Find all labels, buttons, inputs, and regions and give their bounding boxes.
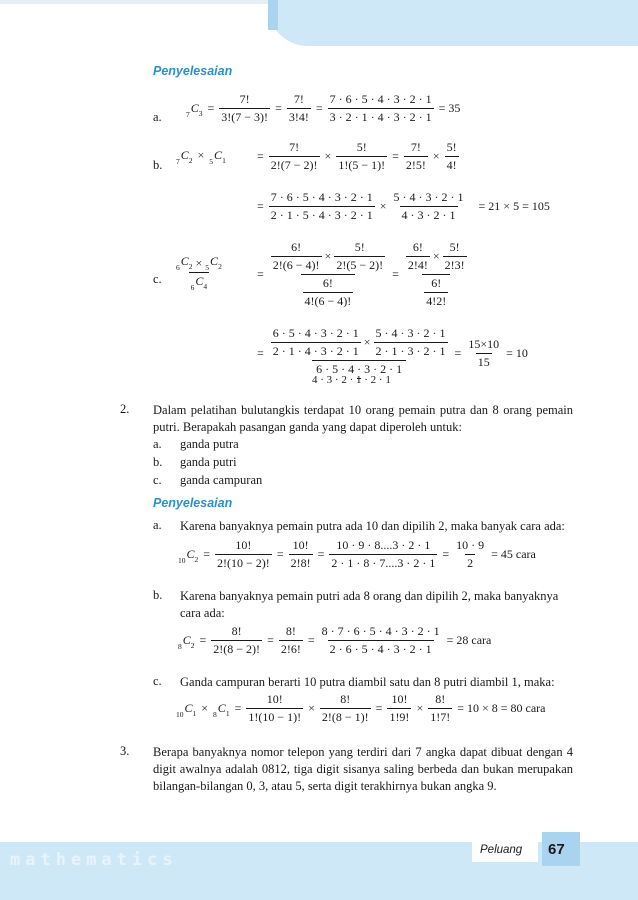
fraction: $\frac{10!}{2!8!}$	[290, 538, 311, 570]
part-a-label: a.	[153, 110, 162, 124]
fraction: $\frac{8 \cdot 7 \cdot 6 \cdot 5 \cdot 4 \cdot 3 \cdot 2 \cdot 1}{2 \cdot 6 \cdot 5 \cdot 4 \cdot 3 \cdot 2 \cdot 1}$	[321, 624, 440, 656]
fraction: $\frac{10 \cdot 9 \cdot 8....3 \cdot 2 \cdot 1}{2 \cdot 1 \cdot 8 \cdot 7....3 \cdot 2 \cdot 1}$	[331, 538, 436, 570]
question-2-number: 2.	[120, 402, 130, 416]
fraction: $\frac{5!}{1!(5 - 1)!}$	[338, 140, 386, 172]
equation-c-step2: = $\frac{6 \cdot 5 \cdot 4 \cdot 3 \cdot 2 \cdot 1}{2 \cdot 1 \cdot 4 \cdot 3 \cdot 2 \cdot 1}$ × $\frac{5 \cdot 4 \cdot 3 \cdot 2 \cdot 1}{2 \cdot 1 \cdot 3 \cdot 2 \cdot 1}$ 6 · 5 · 4 · 3 · 2 · 1 = $\frac{15\times 10}{15}$ = 10	[257, 326, 528, 380]
fraction: 6 C $_2$ × 5 C $_2$ 6 C $_4$	[176, 254, 222, 292]
equation-a: 7 C $_3$ = $\frac{7!}{3!(7 - 3)!}$ = $\frac{7!}{3!4!}$ = $\frac{7 \cdot 6 \cdot 5 \cdot 4 \cdot 3 \cdot 2 \cdot 1}{3 \cdot 2 \cdot 1 \cdot 4 \cdot 3 \cdot 2 \cdot 1}$ = 35	[186, 92, 461, 124]
q2-sol-c-text: Ganda campuran berarti 10 putra diambil satu dan 8 putri diambil 1, maka:	[180, 675, 555, 689]
q2-item-text: ganda campuran	[180, 473, 263, 487]
equation-c-denominator-line: 4 · 3 · 2 · 1 · 2 · 1	[312, 374, 391, 386]
q2-item-text: ganda putri	[180, 455, 237, 469]
fraction: $\frac{10 \cdot 9}{2}$	[456, 538, 485, 570]
footer-watermark: mathematics	[10, 850, 178, 870]
question-3-number: 3.	[120, 744, 130, 758]
q2-sol-a-label: a.	[153, 518, 162, 532]
q2-item-label: a.	[153, 437, 162, 451]
equation-b: = $\frac{7!}{2!(7 - 2)!}$ × $\frac{5!}{1!(5 - 1)!}$ = $\frac{7!}{2!5!}$ × $\frac{5!}{4!}$	[257, 140, 457, 172]
q2-item-label: b.	[153, 455, 163, 469]
fraction: $\frac{7!}{2!5!}$	[405, 140, 426, 172]
fraction: $\frac{7 \cdot 6 \cdot 5 \cdot 4 \cdot 3 \cdot 2 \cdot 1}{3 \cdot 2 \cdot 1 \cdot 4 \cdot 3 \cdot 2 \cdot 1}$	[329, 92, 432, 124]
part-c-label: c.	[153, 272, 162, 286]
comb-7c3: 7 C $_3$	[186, 101, 203, 119]
comb-10c2: 10 C $_2$	[178, 547, 199, 565]
comb-8c1: 8 C $_1$	[213, 701, 230, 719]
comb-8c2: 8 C $_2$	[178, 633, 195, 651]
footer-topic: Peluang	[480, 844, 523, 856]
part-b-label: b.	[153, 158, 163, 172]
question-3-text: Berapa banyaknya nomor telepon yang terdiri dari 7 angka dapat dibuat dengan 4 digit awalnya adalah 0812, tiga digit sisanya saling berbeda dan bukan merupakan bilangan-bilangan 0, 3, atau 5, serta digit terakhirnya bukan angka 9.	[153, 745, 573, 793]
fraction: $\frac{7!}{3!4!}$	[288, 92, 309, 124]
q2-item-label: c.	[153, 473, 162, 487]
equation-q2-b: 8 C $_2$ = $\frac{8!}{2!(8 - 2)!}$ = $\frac{8!}{2!6!}$ = $\frac{8 \cdot 7 \cdot 6 \cdot 5 \cdot 4 \cdot 3 \cdot 2 \cdot 1}{2 \cdot 6 \cdot 5 \cdot 4 \cdot 3 \cdot 2 \cdot 1}$ = 28 cara	[178, 624, 492, 656]
equation-b-step2: = $\frac{7 \cdot 6 \cdot 5 \cdot 4 \cdot 3 \cdot 2 \cdot 1}{2 \cdot 1 \cdot 5 \cdot 4 \cdot 3 \cdot 2 \cdot 1}$ × $\frac{5 \cdot 4 \cdot 3 \cdot 2 \cdot 1}{4 \cdot 3 \cdot 2 \cdot 1}$ = 21 × 5 = 105	[257, 190, 550, 222]
q2-sol-b-text: Karena banyaknya pemain putri ada 8 orang dan dipilih 2, maka banyaknya cara ada:	[180, 589, 559, 620]
compound-fraction: $\frac{6!}{2!4!}$ × $\frac{5!}{2!3!}$ $\frac{6!}{4!2!}$	[407, 240, 465, 308]
solution-heading-2: Penyelesaian	[153, 496, 233, 510]
fraction: $\frac{5 \cdot 4 \cdot 3 \cdot 2 \cdot 1}{4 \cdot 3 \cdot 2 \cdot 1}$	[393, 190, 464, 222]
fraction: $\frac{15\times 10}{15}$	[468, 336, 500, 369]
compound-fraction: $\frac{6 \cdot 5 \cdot 4 \cdot 3 \cdot 2 \cdot 1}{2 \cdot 1 \cdot 4 \cdot 3 \cdot 2 \cdot 1}$ × $\frac{5 \cdot 4 \cdot 3 \cdot 2 \cdot 1}{2 \cdot 1 \cdot 3 \cdot 2 \cdot 1}$ 6 · 5 · 4 · 3 · 2 · 1	[269, 326, 450, 380]
q2-sol-b-label: b.	[153, 588, 163, 602]
compound-fraction: $\frac{6!}{2!(6 - 4)!}$ × $\frac{5!}{2!(5 - 2)!}$ $\frac{6!}{4!(6 - 4)!}$	[272, 240, 384, 308]
equation-q2-c: 10 C $_1$ × 8 C $_1$ = $\frac{10!}{1!(10 - 1)!}$ × $\frac{8!}{2!(8 - 1)!}$ = $\frac{10!}{1!9!}$ × $\frac{8!}{1!7!}$ = 10 × 8 = 80 cara	[176, 692, 546, 724]
fraction: $\frac{8!}{2!(8 - 2)!}$	[213, 624, 261, 656]
comb-5c1: 5 C $_1$	[209, 148, 226, 166]
q2-item-text: ganda putra	[180, 437, 239, 451]
q2-sol-c-label: c.	[153, 674, 162, 688]
equation-c: = $\frac{6!}{2!(6 - 4)!}$ × $\frac{5!}{2!(5 - 2)!}$ $\frac{6!}{4!(6 - 4)!}$ = $\frac{6!}{2!4!}$ × $\frac{5!}{2!3!}$ $\frac{6!}{4!2!}$	[257, 240, 469, 309]
equation-b-lhs: 7 C $_2$ × 5 C $_1$	[176, 148, 226, 166]
solution-heading: Penyelesaian	[153, 64, 233, 78]
header-line	[0, 0, 275, 4]
fraction: $\frac{5!}{4!}$	[446, 140, 457, 172]
fraction: $\frac{10!}{1!9!}$	[389, 692, 410, 724]
page-number: 67	[548, 841, 565, 858]
fraction: $\frac{7!}{3!(7 - 3)!}$	[221, 92, 269, 124]
fraction: $\frac{10!}{2!(10 - 2)!}$	[217, 538, 270, 570]
comb-7c2: 7 C $_2$	[176, 148, 193, 166]
header-band	[268, 0, 638, 46]
question-2-text: Dalam pelatihan bulutangkis terdapat 10 orang pemain putra dan 8 orang pemain putri. Berapakah pasangan ganda yang dapat diperoleh untuk:	[153, 403, 573, 434]
q2-sol-a-text: Karena banyaknya pemain putra ada 10 dan dipilih 2, maka banyak cara ada:	[180, 519, 565, 533]
equation-c-lhs	[174, 254, 224, 291]
fraction: $\frac{7 \cdot 6 \cdot 5 \cdot 4 \cdot 3 \cdot 2 \cdot 1}{2 \cdot 1 \cdot 5 \cdot 4 \cdot 3 \cdot 2 \cdot 1}$	[270, 190, 373, 222]
comb-10c1: 10 C $_1$	[176, 701, 197, 719]
fraction: $\frac{8!}{2!(8 - 1)!}$	[321, 692, 369, 724]
fraction: $\frac{10!}{1!(10 - 1)!}$	[248, 692, 302, 724]
fraction: $\frac{7!}{2!(7 - 2)!}$	[270, 140, 318, 172]
fraction: $\frac{8!}{1!7!}$	[430, 692, 451, 724]
equation-q2-a: 10 C $_2$ = $\frac{10!}{2!(10 - 2)!}$ = $\frac{10!}{2!8!}$ = $\frac{10 \cdot 9 \cdot 8....3 \cdot 2 \cdot 1}{2 \cdot 1 \cdot 8 \cdot 7....3 \cdot 2 \cdot 1}$ = $\frac{10 \cdot 9}{2}$ = 45 cara	[178, 538, 536, 570]
header-notch	[268, 0, 278, 30]
fraction: $\frac{8!}{2!6!}$	[280, 624, 301, 656]
